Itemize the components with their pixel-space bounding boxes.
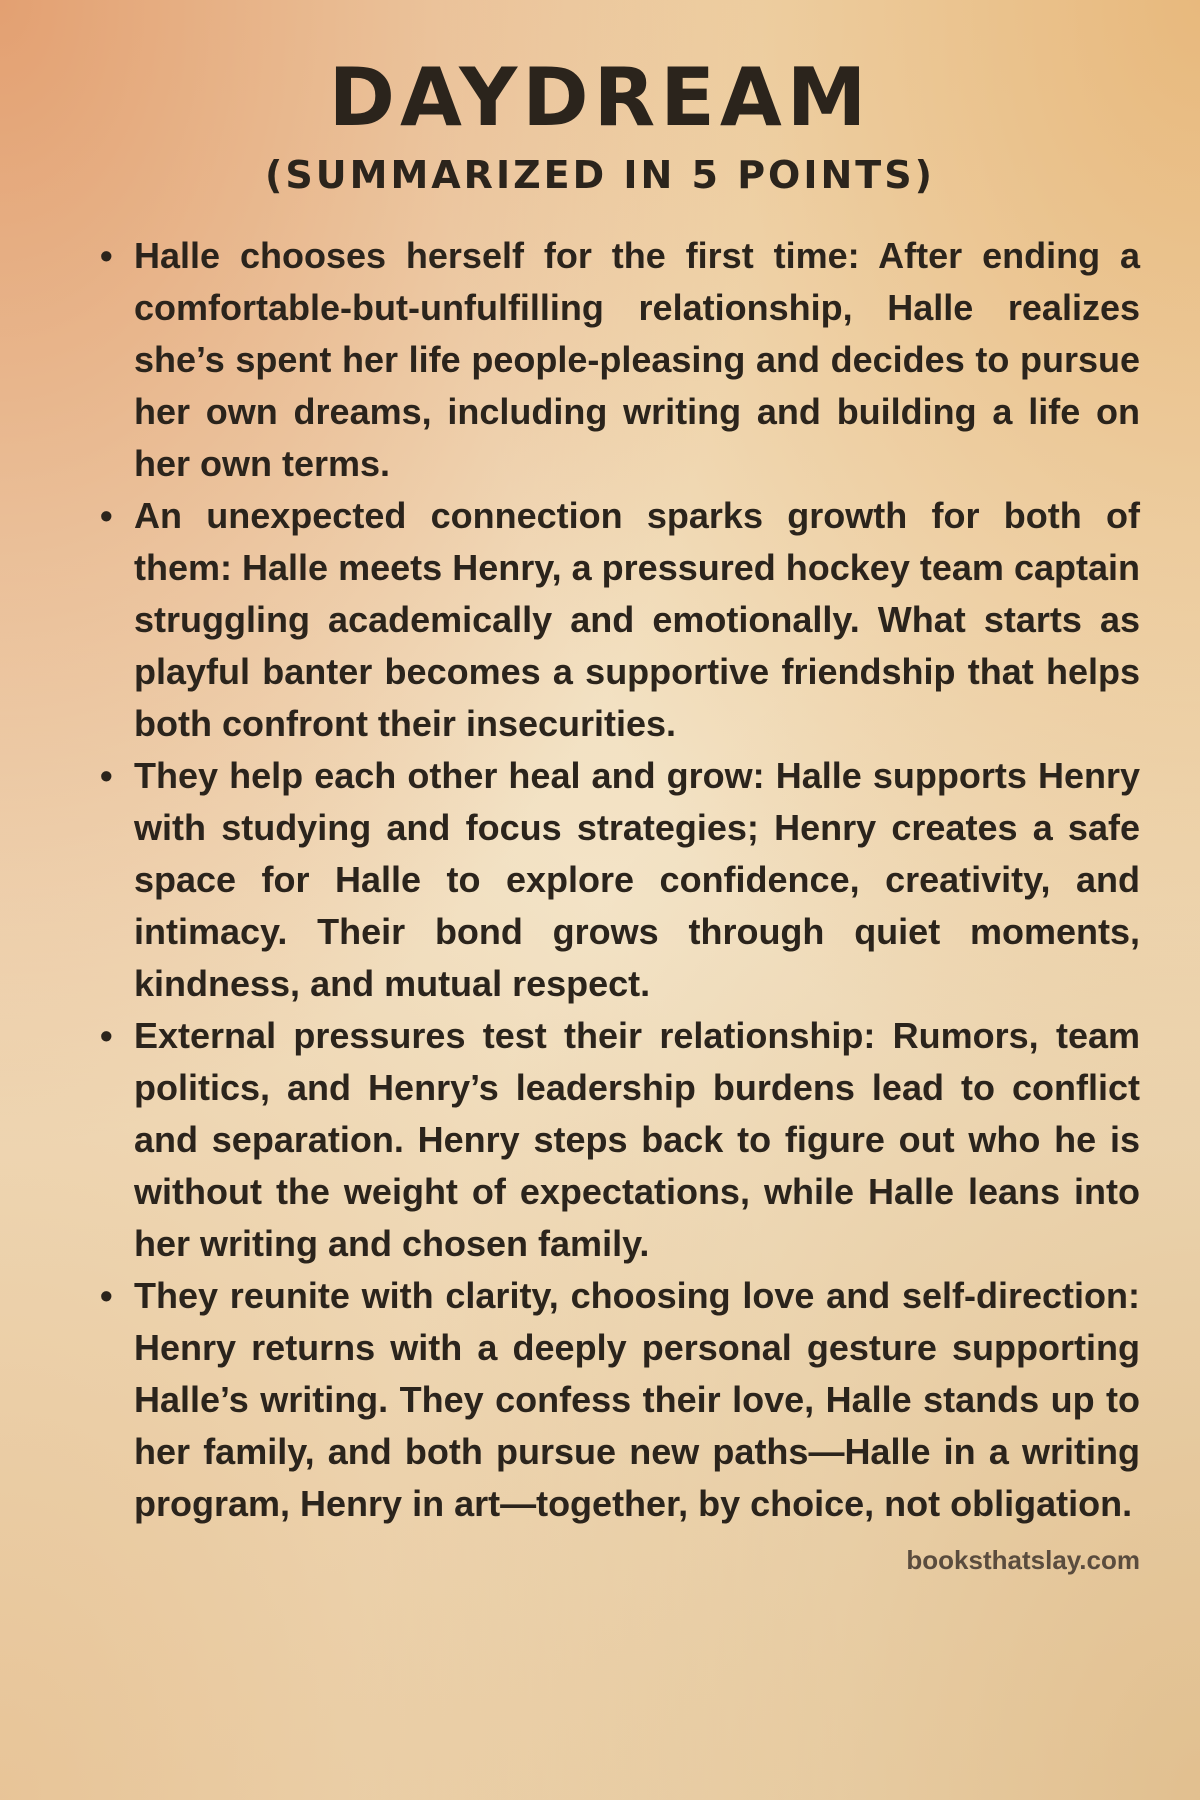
summary-point: [100, 490, 1140, 750]
summary-point: [100, 1270, 1140, 1530]
summary-list: [100, 230, 1140, 1530]
summary-point: [100, 750, 1140, 1010]
website-credit: booksthatslay.com: [906, 1545, 1140, 1575]
bullet-icon: •: [100, 235, 113, 276]
page-title: DAYDREAM: [328, 51, 872, 144]
summary-point-text: Halle chooses herself for the first time: After ending a comfortable-but-unfulfilling relationship, Halle realizes she’s spent her life people-pleasing and decides to pursue her own dreams, including writing and building a life on her own terms.: [134, 235, 1140, 484]
bullet-icon: •: [100, 1275, 113, 1316]
summary-point-text: They help each other heal and grow: Halle supports Henry with studying and focus strategies; Henry creates a safe space for Halle to explore confidence, creativity, and intimacy. Their bond grows through quiet moments, kindness, and mutual respect.: [134, 755, 1140, 1004]
bullet-icon: •: [100, 1015, 113, 1056]
summary-point-text: They reunite with clarity, choosing love and self-direction: Henry returns with a deeply personal gesture supporting Halle’s writing. They confess their love, Halle stands up to her family, and both pursue new paths—Halle in a writing program, Henry in art—together, by choice, not obligation.: [134, 1275, 1140, 1524]
bullet-icon: •: [100, 755, 113, 796]
bullet-icon: •: [100, 495, 113, 536]
summary-point: [100, 1010, 1140, 1270]
summary-point-text: An unexpected connection sparks growth for both of them: Halle meets Henry, a pressured hockey team captain struggling academically and emotionally. What starts as playful banter becomes a supportive friendship that helps both confront their insecurities.: [134, 495, 1140, 744]
page-subtitle: (SUMMARIZED IN 5 POINTS): [265, 153, 935, 197]
summary-point: [100, 230, 1140, 490]
summary-point-text: External pressures test their relationship: Rumors, team politics, and Henry’s leadership burdens lead to conflict and separation. Henry steps back to figure out who he is without the weight of expectations, while Halle leans into her writing and chosen family.: [134, 1015, 1140, 1264]
